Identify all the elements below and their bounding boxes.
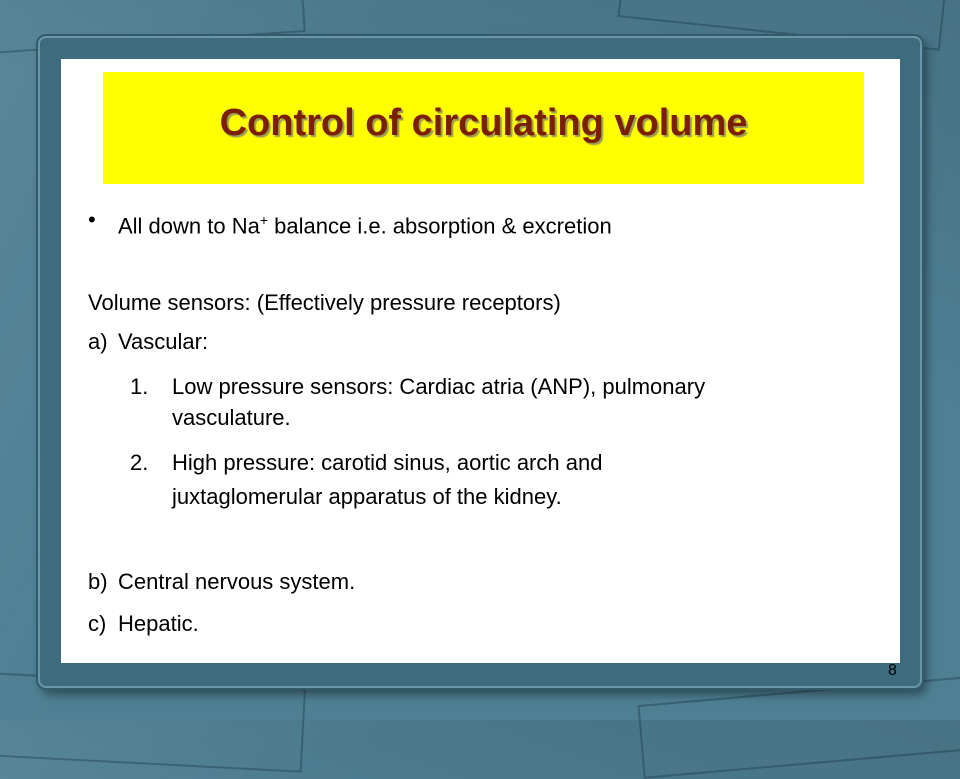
sub-item-1-line1: Low pressure sensors: Cardiac atria (ANP), pulmonary bbox=[172, 374, 706, 399]
page-number: 8 bbox=[888, 662, 897, 679]
slide-content bbox=[61, 59, 900, 663]
list-marker-b: b) bbox=[88, 569, 108, 594]
sub-item-marker-1: 1. bbox=[130, 374, 149, 399]
list-item-vascular: Vascular: bbox=[118, 329, 209, 354]
slide-title: Control of circulating volume bbox=[219, 102, 748, 144]
bullet-text-start: All down to Na bbox=[118, 213, 260, 239]
sub-item-1-line2: vasculature. bbox=[172, 405, 291, 430]
bullet-text bbox=[118, 207, 612, 239]
sodium-superscript: + bbox=[259, 212, 269, 228]
sensors-heading: Volume sensors: (Effectively pressure receptors) bbox=[88, 290, 561, 315]
background-tile bbox=[637, 675, 960, 779]
sub-item-2-line1: High pressure: carotid sinus, aortic arch and bbox=[172, 450, 603, 475]
bullet-marker: • bbox=[88, 207, 96, 232]
sub-item-2-line2: juxtaglomerular apparatus of the kidney. bbox=[172, 484, 562, 509]
list-marker-c: c) bbox=[88, 611, 107, 636]
bullet-text-end: balance i.e. absorption & excretion bbox=[268, 213, 612, 239]
sub-item-marker-2: 2. bbox=[130, 450, 149, 475]
list-marker-a: a) bbox=[88, 329, 108, 354]
title-box bbox=[103, 72, 864, 184]
list-item-hepatic: Hepatic. bbox=[118, 611, 199, 636]
list-item-cns: Central nervous system. bbox=[118, 569, 356, 594]
